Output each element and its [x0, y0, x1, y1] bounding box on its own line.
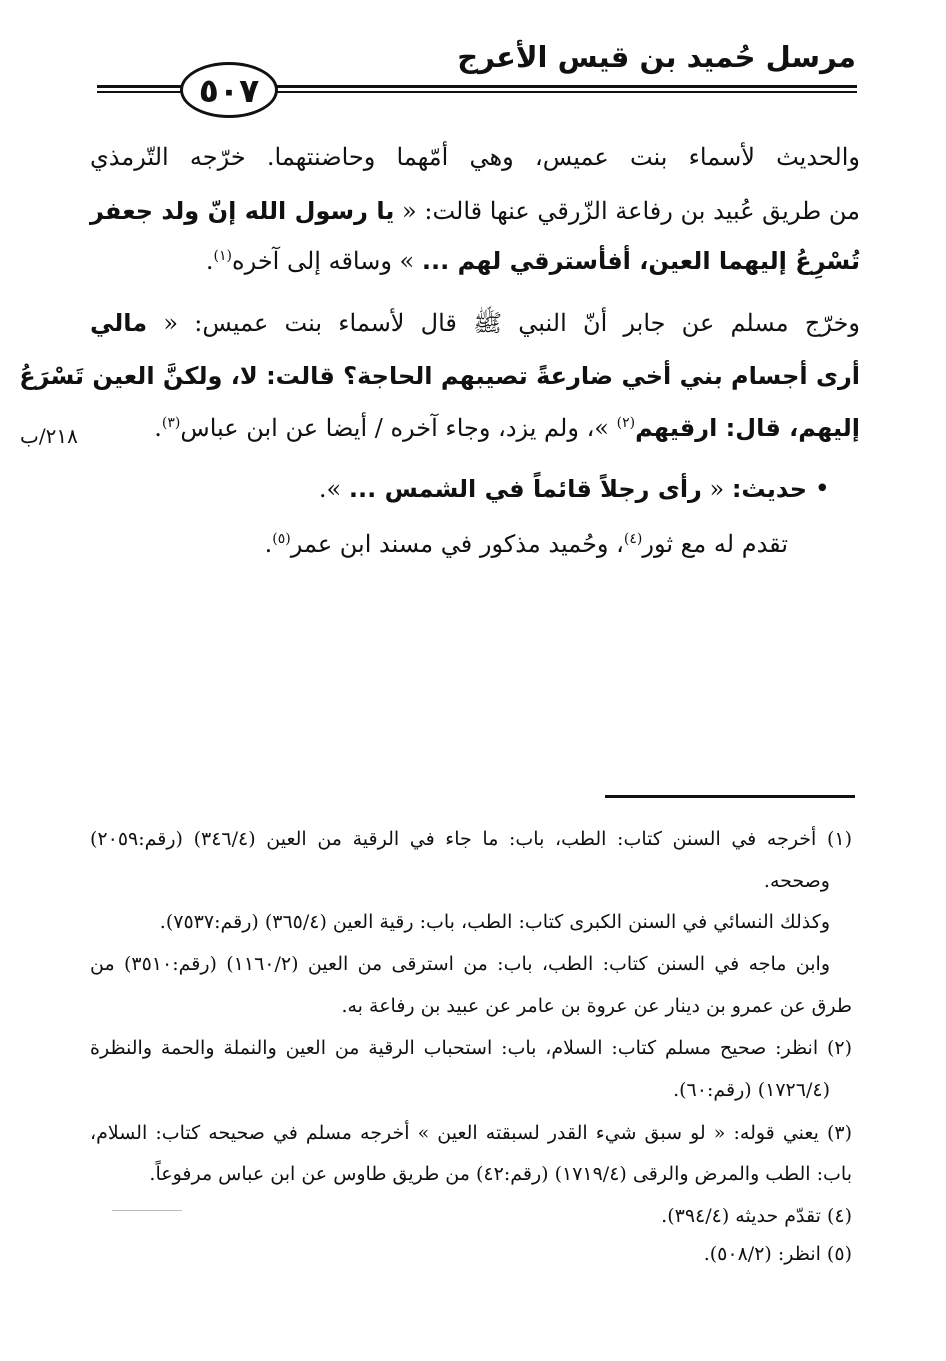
text-run: تقدم له مع ثور: [642, 530, 788, 558]
text-run: «: [701, 475, 732, 503]
scan-artifact: [112, 1210, 182, 1211]
quoted-hadith-text: مالي: [90, 309, 148, 337]
footnote-1-line-1: (١) أخرجه في السنن كتاب: الطب، باب: ما جاء في الرقية من العين (٣٤٦/٤) (رقم:٢٠٥٩): [90, 828, 853, 850]
quoted-hadith-text: رأى رجلاً قائماً في الشمس ...: [348, 475, 702, 503]
footnote-ref: (٥): [272, 531, 291, 547]
footnote-ref: (٤): [623, 531, 643, 547]
running-title: مرسل حُميد بن قيس الأعرج: [457, 40, 856, 74]
text-run: .: [264, 530, 273, 558]
paragraph-2-line-3: [90, 412, 860, 444]
paragraph-1-line-2: [90, 195, 860, 227]
footnote-ref: (١): [213, 248, 233, 264]
footnote-3-line-2: باب: الطب والمرض والرقى (١٧١٩/٤) (رقم:٤٢) من طريق طاوس عن ابن عباس مرفوعاً.: [149, 1163, 852, 1185]
hadith-heading: [90, 473, 830, 505]
quoted-hadith-text: إليهم، قال: ارقيهم: [635, 414, 860, 442]
page-number: ٥٠٧: [180, 62, 278, 118]
text-run: .: [205, 247, 214, 275]
text-run: ».: [318, 475, 349, 503]
footnote-ref: (٣): [161, 415, 181, 431]
footnote-1-line-3: وكذلك النسائي في السنن الكبرى كتاب: الطب، باب: رقية العين (٣٦٥/٤) (رقم:٧٥٣٧).: [159, 911, 830, 933]
footnote-3-line-1: (٣) يعني قوله: « لو سبق شيء القدر لسبقته العين » أخرجه مسلم في صحيحه كتاب: السلام،: [90, 1122, 852, 1144]
paragraph-2-line-2: أرى أجسام بني أخي ضارعةً تصيبهم الحاجة؟ قالت: لا، ولكنَّ العين تَسْرَعُ: [19, 362, 860, 390]
paragraph-1-line-1: والحديث لأسماء بنت عميس، وهي أمّهما وحاضنتهما. خرّجه التّرمذي: [90, 143, 860, 171]
footnote-1-line-5: طرق عن عمرو بن دينار عن عروة بن عامر عن عبيد بن رفاعة به.: [341, 995, 852, 1017]
footnote-separator: [605, 795, 855, 798]
footnote-1-line-2: وصححه.: [763, 870, 830, 892]
text-run: » وساقه إلى آخره: [232, 247, 422, 275]
quoted-hadith-text: يا رسول الله إنّ ولد جعفر: [90, 197, 395, 225]
text-run: ، وحُميد مذكور في مسند ابن عمر: [290, 530, 624, 558]
paragraph-3: [90, 528, 788, 560]
footnote-ref: (٢): [616, 415, 636, 431]
paragraph-1-line-3: [90, 245, 860, 277]
footnote-2-line-1: (٢) انظر: صحيح مسلم كتاب: السلام، باب: استحباب الرقية من العين والنملة والحمة والنظرة: [90, 1037, 852, 1059]
bullet: •: [814, 474, 830, 504]
paragraph-2-line-1: [90, 307, 860, 339]
margin-note: ٢١٨/ب: [20, 424, 78, 448]
text-run: »، ولم يزد، وجاء آخره / أيضا عن ابن عباس: [180, 414, 617, 442]
text-run: من طريق عُبيد بن رفاعة الزّرقي عنها قالت: «: [394, 197, 860, 225]
footnote-5: (٥) انظر: (٥٠٨/٢).: [703, 1243, 852, 1265]
footnote-4: (٤) تقدّم حديثه (٣٩٤/٤).: [661, 1205, 852, 1227]
footnote-2-line-2: (١٧٢٦/٤) (رقم:٦٠).: [673, 1079, 830, 1101]
text-run: وخرّج مسلم عن جابر أنّ النبي ﷺ قال لأسماء بنت عميس: «: [147, 309, 860, 337]
quoted-hadith-text: تُسْرِعُ إليهما العين، أفأسترقي لهم ...: [421, 247, 860, 275]
hadith-label: حديث:: [731, 475, 808, 503]
text-run: .: [154, 414, 162, 442]
footnote-1-line-4: وابن ماجه في السنن كتاب: الطب، باب: من استرقى من العين (١١٦٠/٢) (رقم:٣٥١٠) من: [90, 953, 831, 975]
